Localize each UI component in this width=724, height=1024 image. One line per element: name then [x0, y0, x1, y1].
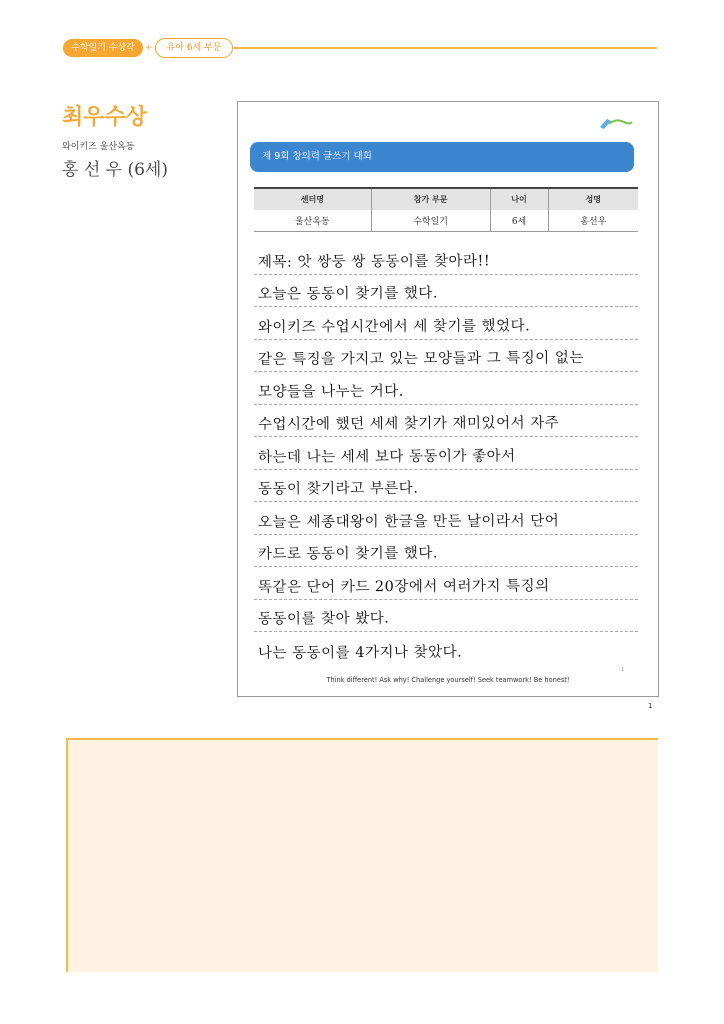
diary-line — [254, 567, 638, 600]
diary-line — [254, 470, 638, 503]
diary-line-text: 수업시간에 했던 세세 찾기가 재미있어서 자주 — [257, 415, 560, 433]
diary-line — [254, 275, 638, 308]
diary-line-text: 같은 특징을 가지고 있는 모양들과 그 특징이 없는 — [257, 350, 584, 368]
diary-line-text: 오늘은 세종대왕이 한글을 만든 날이라서 단어 — [257, 512, 560, 531]
comment-box — [66, 738, 658, 972]
diary-line — [254, 242, 638, 275]
table-cell-age: 6세 — [490, 210, 548, 232]
table-header-name: 성명 — [548, 188, 638, 210]
table-header-category: 참가 부문 — [371, 188, 490, 210]
diary-line — [254, 372, 638, 405]
diary-line-text: 오늘은 동동이 찾기를 했다. — [257, 285, 439, 303]
award-title: 최우수상 — [62, 105, 148, 130]
table-cell-center: 울산옥동 — [254, 210, 371, 232]
table-cell-name: 홍선우 — [548, 210, 638, 232]
category-tag: 수학일기 수상작 — [63, 39, 143, 57]
pencil-logo-icon — [598, 116, 634, 130]
comment-box-left-rule — [66, 738, 68, 972]
diary-line — [254, 307, 638, 340]
motto: Think different! Ask why! Challenge yourself! Seek teamwork! Be honest! — [326, 676, 570, 684]
table-header-age: 나이 — [490, 188, 548, 210]
diary-line — [254, 405, 638, 438]
diary-line-text: 하는데 나는 세세 보다 동동이가 좋아서 — [257, 447, 516, 466]
scanned-diary-page — [237, 101, 659, 697]
diary-line-text: 나는 동동이를 4가지나 찾았다. — [257, 643, 463, 662]
sheet-page-mark: 1 — [621, 667, 624, 672]
diary-line — [254, 632, 638, 665]
comment-box-top-rule — [66, 738, 658, 740]
contest-banner: 제 9회 창의력 글쓰기 대회 — [250, 142, 634, 172]
center-name: 와이키즈 울산옥동 — [62, 142, 135, 152]
diary-line — [254, 502, 638, 535]
diary-line-text: 동동이를 찾아 봤다. — [257, 610, 390, 628]
header-rule — [232, 47, 657, 49]
student-name: 홍 선 우 (6세) — [62, 160, 168, 180]
diary-line-text: 동동이 찾기라고 부른다. — [257, 480, 419, 498]
table-cell-category: 수학일기 — [371, 210, 490, 232]
diary-line — [254, 437, 638, 470]
diary-line — [254, 600, 638, 633]
handwritten-diary — [254, 242, 638, 665]
diary-line-text: 모양들을 나누는 거다. — [257, 383, 404, 400]
diary-line-text: 똑같은 단어 카드 20장에서 여러가지 특징의 — [257, 577, 550, 596]
table-header-center: 센터명 — [254, 188, 371, 210]
diary-line-text: 카드로 동동이 찾기를 했다. — [257, 545, 439, 563]
entry-info-table — [254, 187, 638, 232]
page-number: 1 — [648, 702, 653, 710]
diary-line — [254, 340, 638, 373]
diary-line-text: 제목: 앗 쌍둥 쌍 동동이를 찾아라!! — [257, 252, 491, 271]
diary-line-text: 와이키즈 수업시간에서 세 찾기를 했었다. — [257, 317, 531, 336]
division-tag: 유아 6세 부문 — [155, 38, 233, 58]
category-separator: + — [145, 43, 153, 53]
diary-line — [254, 535, 638, 568]
